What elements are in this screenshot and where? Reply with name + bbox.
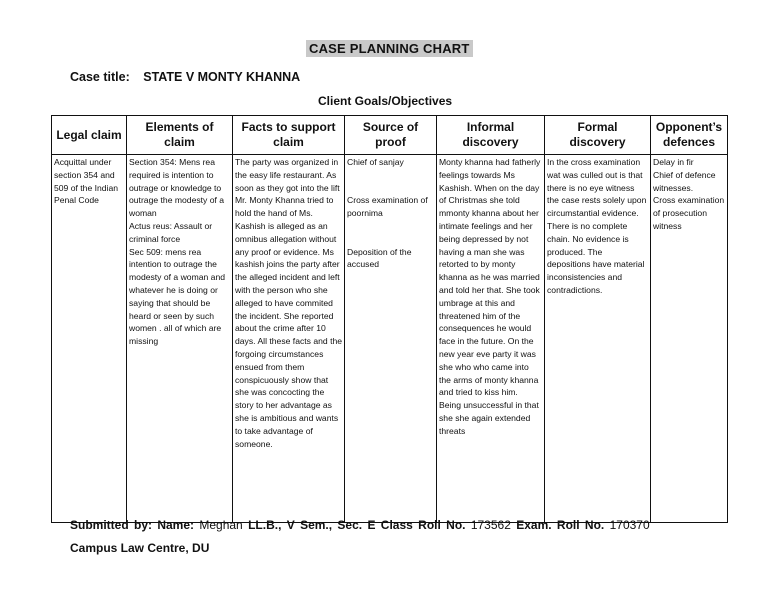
header-opponents-defences: Opponent’s defences — [651, 116, 728, 155]
client-goals-heading: Client Goals/Objectives — [318, 94, 453, 108]
header-elements-of-claim: Elements of claim — [127, 116, 233, 155]
submitted-by-line — [70, 518, 710, 532]
header-informal-discovery: Informal discovery — [437, 116, 545, 155]
case-planning-table — [51, 115, 728, 523]
cell-elements-of-claim: Section 354: Mens rea required is intention to outrage or knowledge to outrage the modesty of a woman Actus reus: Assault or criminal force Sec 509: mens rea intention to outrage the modesty of a woman and whatever he is doing or saying that should be heard or seen by such women . all of which are missing — [127, 155, 233, 523]
table-header-row — [52, 116, 728, 155]
case-title — [70, 70, 300, 84]
cell-opponents-defences: Delay in fir Chief of defence witnesses. Cross examination of prosecution witness — [651, 155, 728, 523]
exam-roll-value: 170370 — [609, 518, 650, 532]
cell-informal-discovery: Monty khanna had fatherly feelings towards Ms Kashish. When on the day of Christmas she told mmonty khanna about her intimate feelings and her being depressed by not having a man she was retorted to by monty khanna as he was married and told her that. She took umbrage at this and threatened him of the consequences he would face in the future. On the new year eve party it was she who who came into the arms of monty khanna and tried to kiss him. Being unsuccessful in that she she again extended threats — [437, 155, 545, 523]
page-title: CASE PLANNING CHART — [306, 40, 473, 57]
class-roll-value: 173562 — [470, 518, 511, 532]
institution-name: Campus Law Centre, DU — [70, 541, 210, 555]
student-degree: LL.B., V Sem., Sec. E — [248, 518, 376, 532]
cell-facts-to-support-claim: The party was organized in the easy life restaurant. As soon as they got into the lift Mr. Monty Khanna tried to hold the hand of Ms. Kashish is alleged as an omnibus allegation without any proof or evidence. Ms kashish joins the party after the alleged incident and left with the person who she alleged to have commited the incident. She reported about the crime after 10 days. All these facts and the forgoing circumstances ensued from them conspicuously show that she was concocting the story to her advantage as she is ambitious and wants to take advantage of someone. — [233, 155, 345, 523]
case-title-label: Case title: — [70, 70, 130, 84]
submitted-label: Submitted by: Name: — [70, 518, 195, 532]
header-formal-discovery: Formal discovery — [545, 116, 651, 155]
cell-formal-discovery: In the cross examination wat was culled out is that there is no eye witness the case rests solely upon circumstantial evidence. There is no complete chain. No evidence is produced. The depositions have material inconsistencies and contradictions. — [545, 155, 651, 523]
cell-source-of-proof: Chief of sanjay Cross examination of poornima Deposition of the accused — [345, 155, 437, 523]
header-legal-claim: Legal claim — [52, 116, 127, 155]
table-row — [52, 155, 728, 523]
header-facts-to-support-claim: Facts to support claim — [233, 116, 345, 155]
student-name: Meghan — [199, 518, 243, 532]
exam-roll-label: Exam. Roll No. — [516, 518, 605, 532]
class-roll-label: Class Roll No. — [380, 518, 466, 532]
case-title-value: STATE V MONTY KHANNA — [143, 70, 301, 84]
header-source-of-proof: Source of proof — [345, 116, 437, 155]
cell-legal-claim: Acquittal under section 354 and 509 of the Indian Penal Code — [52, 155, 127, 523]
